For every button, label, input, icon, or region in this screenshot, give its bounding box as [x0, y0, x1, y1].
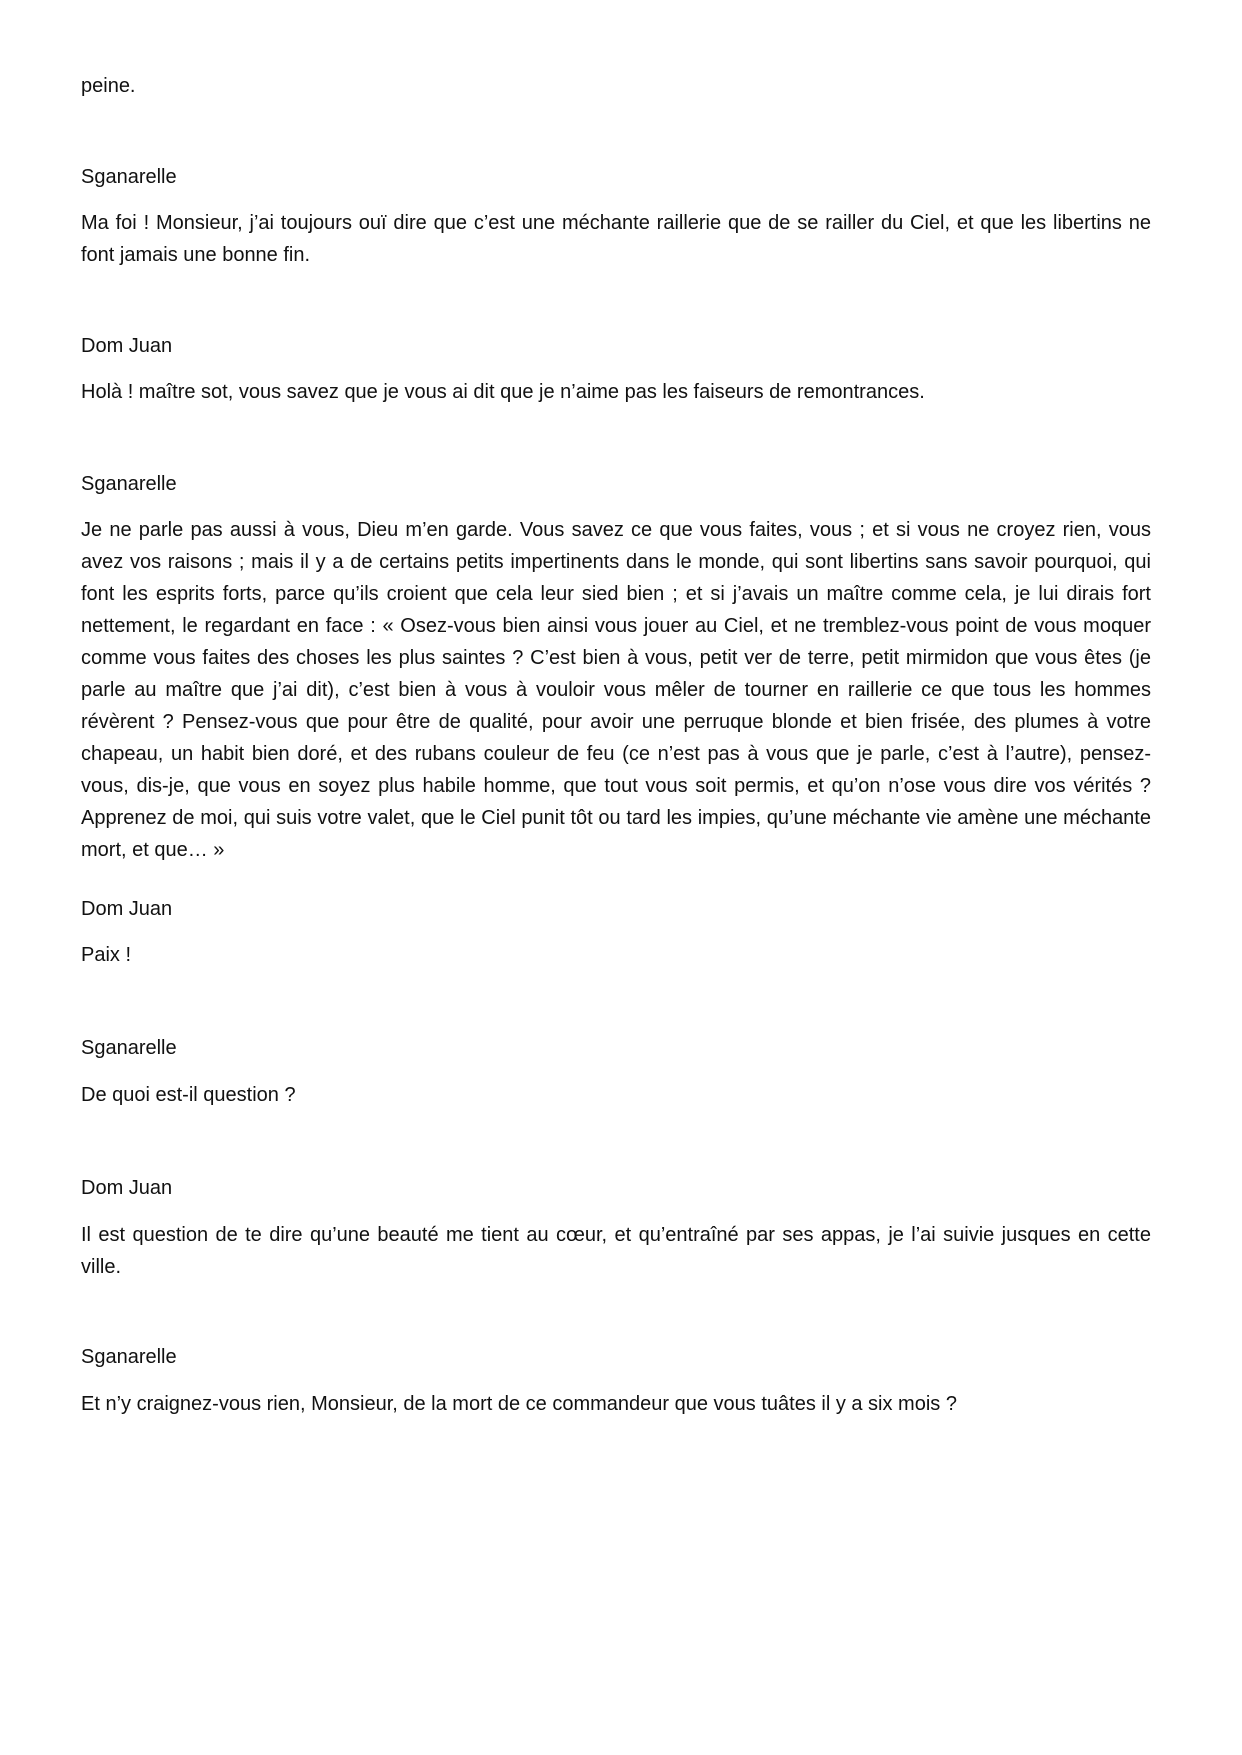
speaker-name: Dom Juan — [81, 335, 173, 357]
speaker-name: Sganarelle — [81, 166, 177, 188]
opening-fragment: peine. — [81, 75, 136, 97]
speech-text: Paix ! — [81, 944, 132, 966]
speech-text: Holà ! maître sot, vous savez que je vous ai dit que je n’aime pas les faiseurs de remontrances. — [81, 381, 925, 403]
speech-text: De quoi est-il question ? — [81, 1084, 296, 1106]
speaker-name: Dom Juan — [81, 898, 173, 920]
speaker-name: Sganarelle — [81, 1346, 177, 1368]
speaker-name: Sganarelle — [81, 473, 177, 495]
speech-text: Il est question de te dire qu’une beauté me tient au cœur, et qu’entraîné par ses appas, je l’ai suivie jusques en cette ville. — [81, 1224, 1151, 1278]
speech-text: Je ne parle pas aussi à vous, Dieu m’en garde. Vous savez ce que vous faites, vous ; et si vous ne croyez rien, vous avez vos raisons ; mais il y a de certains petits impertinents dans le monde, qui sont libertins sans savoir pourquoi, qui font les esprits forts, parce qu’ils croient que cela leur sied bien ; et si j’avais un maître comme cela, je lui dirais fort nettement, le regardant en face : « Osez-vous bien ainsi vous jouer au Ciel, et ne tremblez-vous point de vous moquer comme vous faites des choses les plus saintes ? C’est bien à vous, petit ver de terre, petit mirmidon que vous êtes (je parle au maître que j’ai dit), c’est bien à vous à vouloir vous mêler de tourner en raillerie ce que tous les hommes révèrent ? Pensez-vous que pour être de qualité, pour avoir une perruque blonde et bien frisée, des plumes à votre chapeau, un habit bien doré, et des rubans couleur de feu (ce n’est pas à vous que je parle, c’est à l’autre), pensez-vous, dis-je, que vous en soyez plus habile homme, que tout vous soit permis, et qu’on n’ose vous dire vos vérités ? Apprenez de moi, qui suis votre valet, que le Ciel punit tôt ou tard les impies, qu’une méchante vie amène une méchante mort, et que… » — [81, 519, 1151, 861]
speaker-name: Dom Juan — [81, 1177, 173, 1199]
speech-text: Ma foi ! Monsieur, j’ai toujours ouï dire que c’est une méchante raillerie que de se railler du Ciel, et que les libertins ne font jamais une bonne fin. — [81, 212, 1151, 266]
speech-text: Et n’y craignez-vous rien, Monsieur, de la mort de ce commandeur que vous tuâtes il y a six mois ? — [81, 1393, 957, 1415]
speaker-name: Sganarelle — [81, 1037, 177, 1059]
